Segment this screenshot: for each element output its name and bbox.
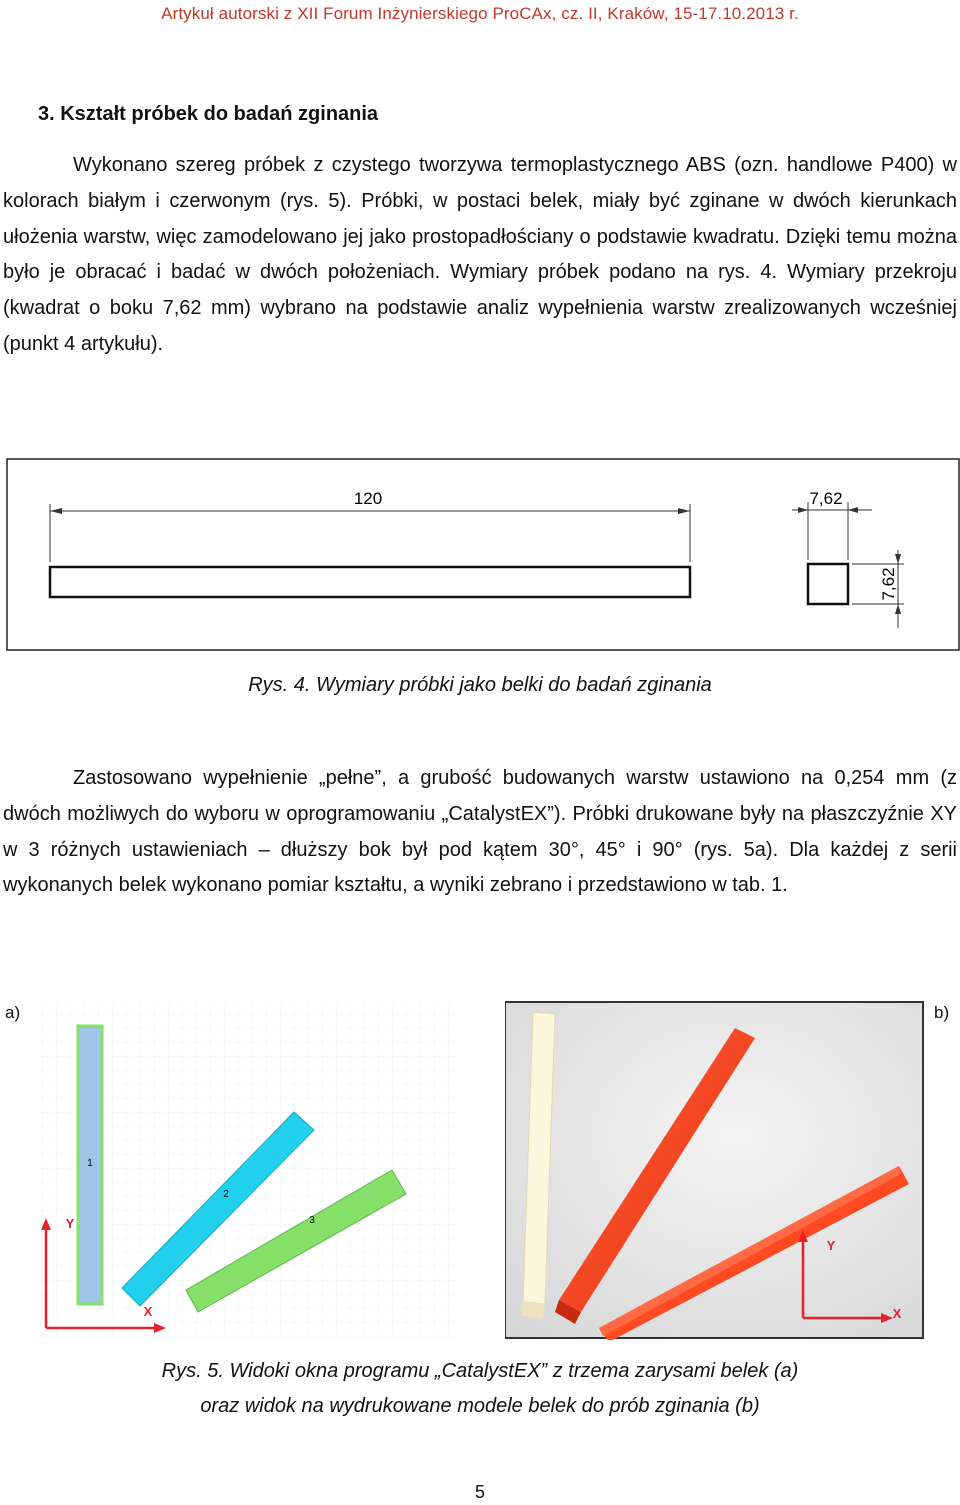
width-label: 7,62 xyxy=(809,489,843,508)
figure-4-caption: Rys. 4. Wymiary próbki jako belki do badań zginania xyxy=(248,674,712,696)
paragraph-1-text: Wykonano szereg próbek z czystego tworzywa termoplastycznego ABS (ozn. handlowe P400) w kolorach białym i czerwonym (rys. 5). Próbki, w postaci belek, miały być zginane w dwóch kierunkach ułożenia warstw, więc zamodelowano jej jako prostopadłościany o podstawie kwadratu. Dzięki temu można było je obracać i badać w dwóch położeniach. Wymiary próbek podano na rys. 4. Wymiary przekroju (kwadrat o boku 7,62 mm) wybrano na podstawie analiz wypełnienia warstw zrealizowanych wcześniej (punkt 4 artykułu). xyxy=(3,154,957,355)
figure-5a-catalystex-view xyxy=(0,1000,460,1340)
beam-3-label: 3 xyxy=(309,1215,315,1226)
beam-cross-section xyxy=(808,564,848,604)
figure-5-caption-line-2: oraz widok na wydrukowane modele belek do prób zginania (b) xyxy=(200,1395,760,1417)
photo-y-axis-label: Y xyxy=(826,1238,836,1253)
figure-5b-label: b) xyxy=(934,1003,950,1022)
page-header: Artykuł autorski z XII Forum Inżynierskiego ProCAx, cz. II, Kraków, 15-17.10.2013 r. xyxy=(161,4,799,23)
section-title: 3. Kształt próbek do badań zginania xyxy=(38,103,379,125)
figure-5-caption-line-1: Rys. 5. Widoki okna programu „CatalystEX” z trzema zarysami belek (a) xyxy=(161,1360,799,1382)
figure-4-frame xyxy=(7,459,959,650)
photo-x-axis-label: X xyxy=(892,1306,902,1321)
figure-4-dimension-drawing xyxy=(6,458,960,651)
height-label: 7,62 xyxy=(879,567,898,601)
figure-5-caption xyxy=(0,1354,960,1424)
beam-1-label: 1 xyxy=(87,1158,93,1169)
beam-side-view xyxy=(50,567,690,597)
beam-2-label: 2 xyxy=(223,1189,229,1200)
figure-5a-label: a) xyxy=(5,1003,21,1022)
paragraph-2-text: Zastosowano wypełnienie „pełne”, a grubość budowanych warstw ustawiono na 0,254 mm (z dwóch możliwych do wyboru w oprogramowaniu „CatalystEX”). Próbki drukowane były na płaszczyźnie XY w 3 różnych ustawieniach – dłuższy bok był pod kątem 30°, 45° i 90° (rys. 5a). Dla każdej z serii wykonanych belek wykonano pomiar kształtu, a wyniki zebrano i przedstawiono w tab. 1. xyxy=(3,767,957,897)
figure-5b-printed-beams-photo xyxy=(505,1000,960,1340)
x-axis-label: X xyxy=(143,1304,153,1319)
length-label: 120 xyxy=(353,489,383,508)
paragraph-1 xyxy=(3,148,957,363)
white-beam-end xyxy=(521,1302,545,1318)
paragraph-2 xyxy=(3,761,957,904)
y-axis-label: Y xyxy=(65,1216,75,1231)
page-number: 5 xyxy=(474,1482,485,1502)
